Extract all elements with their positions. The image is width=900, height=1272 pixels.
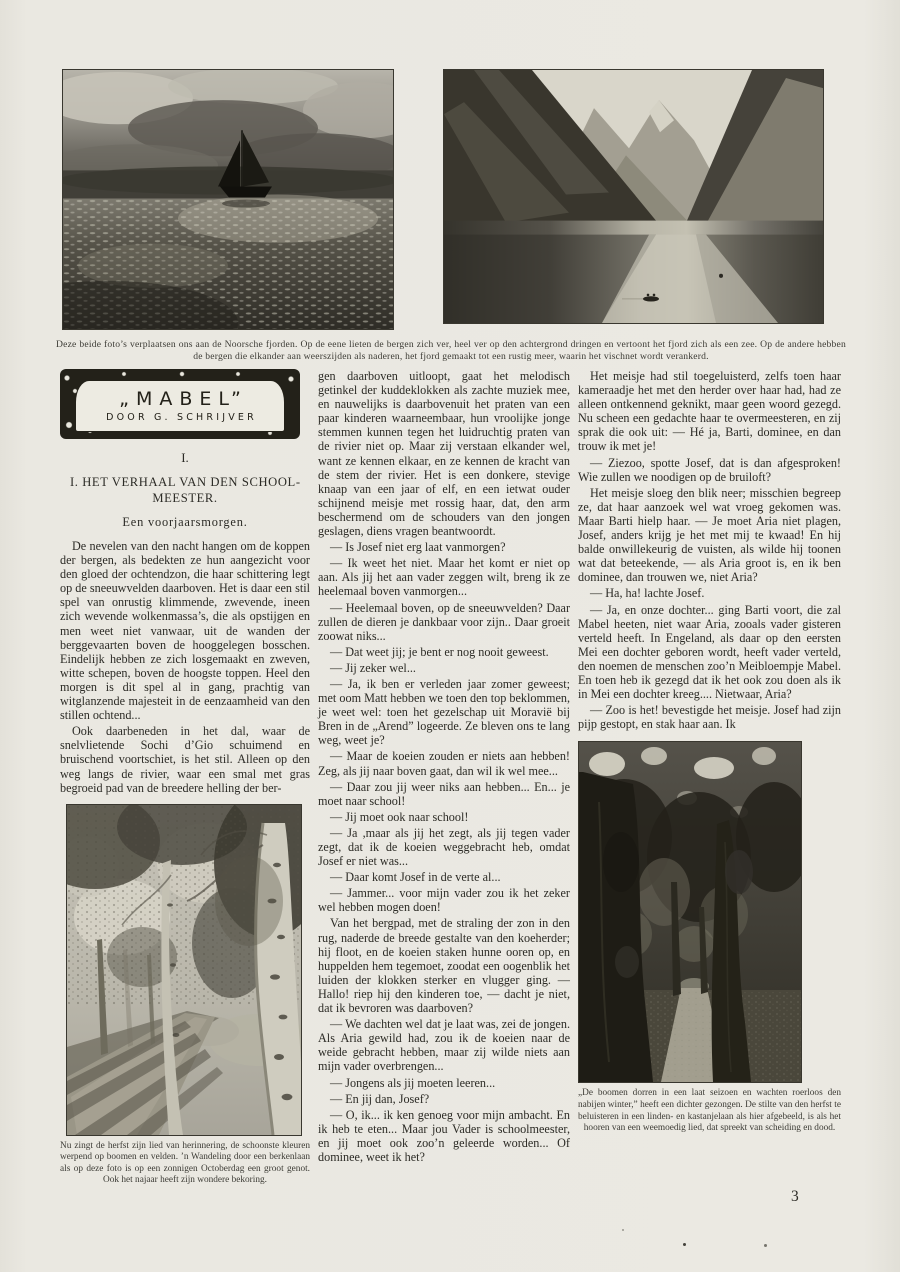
article-masthead [60,369,300,439]
ink-speck [683,1243,686,1246]
ink-speck [764,1244,767,1247]
body-paragraph: — En jij dan, Josef? [330,1091,430,1106]
body-paragraph: — Heelemaal boven, op de sneeuwvelden? Daar zullen de dieren je dankbaar voor zijn.. Daar groeit zoowat niks... [318,600,570,643]
body-paragraph: — Is Josef niet erg laat vanmorgen? [330,540,506,555]
body-paragraph: gen daarboven uitloopt, gaat het melodisch getinkel der kuddeklokken als zachte muziek mee, en nauwelijks is daarbovenuit het praten van een paar kinderen waarneembaar, hun vroolijke jonge stemmen kunnen tegen het luidruchtig praten van de rivier niet op. Maar zij verstaan elkander wel, want ze kennen elkaar, en ze kennen de kracht van de stem der rivier. Het is een donkere, stevige knaap van een jaar of elf, en een ietwat ouder schijnend meisje met rossig haar, dat, den arm beschermend om de schouders van den jongen geslagen, diens vragen beantwoordt. [318,369,570,539]
photo-birch-lane [66,804,302,1136]
body-paragraph: — O, ik... ik ken genoeg voor mijn ambacht. En ik heb te eten... Maar jou Vader is schoolmeester, en jij moet ook zoo’n geleerde worden... Of dominee, weet ik het? [318,1107,570,1164]
page-number: 3 [791,1188,799,1205]
body-paragraph: — Daar komt Josef in de verte al... [330,870,501,885]
chapter-heading: I. HET VERHAAL VAN DEN SCHOOLMEESTER. [69,475,301,505]
text-column-2 [318,369,570,1166]
ink-speck [622,1229,624,1231]
body-paragraph: — Ja, en onze dochter... ging Barti voort, die zal Mabel heeten, niet waar Aria, zooals vader gisteren verteld heeft. In Engeland, als daar op den eersten Mei een dochter geboren wordt, heeft vader verteld, den noemen de menschen zoo’n Meibloempje Mabel. En toen heb ik gezegd dat ik het ook zou doen als ik in Mei een dochter kreeg.... Nietwaar, Aria? [578,602,841,702]
photo-linden-lane [578,741,802,1083]
body-paragraph: — Jongens als jij moeten leeren... [330,1075,496,1090]
masthead-panel [75,380,285,432]
body-paragraph: — Zoo is het! bevestigde het meisje. Josef had zijn pijp gestopt, en stak haar aan. Ik [578,703,841,732]
photo-sea-with-sailboat [62,69,394,330]
chapter-numeral: I. [181,450,189,465]
body-paragraph: — Jij zeker wel... [330,660,416,675]
text-column-3 [578,369,841,1135]
linden-lane-illustration [579,742,801,1082]
body-paragraph: — Jammer... voor mijn vader zou ik het zeker wel hebben mogen doen! [318,886,570,915]
body-paragraph: Het meisje sloeg den blik neer; misschien begreep ze, dat haar aanzoek wel wat vroeg gekomen was. Maar Barti hielp haar. — Je moet Aria niet plagen, Josef, anders krijg je het met mij te kwaad! En hij balde onwillekeurig de vuisten, als wilde hij toonen wat dat beteekende, — als Aria groot is, en ik ben dominee, dan trouwen we, niet Aria? [578,485,841,585]
body-paragraph: — Ha, ha! lachte Josef. [590,586,705,601]
body-paragraph: — Maar de koeien zouden er niets aan hebben! Zeg, als jij naar boven gaat, dan wil ik wel mee... [318,749,570,778]
top-photos-caption: Deze beide foto’s verplaatsen ons aan de Noorsche fjorden. Op de eene lieten de bergen zich ver, heel ver op den achtergrond dringen en vertoont het fjord zich als een zee. Op de andere hebben de bergen die elkander aan weerszijden als naderen, het fjord gemaakt tot een rustig meer, waarin het vischnet wordt verankerd. [56,339,846,362]
body-paragraph: — We dachten wel dat je laat was, zei de jongen. Als Aria gewild had, zou ik de koeien naar de weide gebracht hebben, maar zij wilde niets aan mijn vader overbrengen... [318,1017,570,1074]
body-paragraph: Van het bergpad, met de straling der zon in den rug, naderde de breede gestalte van den koeherder; hij floot, en de koeien staken hunne ooren op, en huppelden hem tegemoet, zoodat een oogenblik het luiden der klokken sterker en vlugger ging. — Hallo! riep hij den kinderen toe, — dacht je niet, dat ik bevroren was daarboven? [318,916,570,1016]
body-paragraph: — Ziezoo, spotte Josef, dat is dan afgesproken! Wie zullen we noodigen op de bruiloft? [578,455,841,484]
section-subheading: Een voorjaarsmorgen. [122,515,248,529]
body-paragraph: De nevelen van den nacht hangen om de koppen der bergen, als bedekten ze hun aangezicht voor den gloed der ochtendzon, die haar schittering legt op de sneeuwvelden daarboven. Het is daar een stil spel van onrustig klimmende, zwevende, ineen zich wevende wolkenmassa’s, die als opstijgen en men weet niet vanwaar, uit de wanden der berggevaarten boven de hooggelegen bosschen. Eindelijk hebben ze zich losgemaakt en zweven, witte schepen, boven de hoogste toppen. Heel den morgen is dit spel al in gang, prachtig van witglanzende majesteit in de eenzaamheid van den stillen ochtend... [60,539,310,723]
body-paragraph: — Ja ,maar als jij het zegt, als jij tegen vader zegt, dat ik de koeien weggebracht heb, omdat Josef er niet was... [318,825,570,869]
body-paragraph: — Jij moet ook naar school! [330,809,469,824]
body-paragraph: — Ik weet het niet. Maar het komt er niet op aan. Als jij het aan vader zeggen wilt, breng ik ze heelemaal boven vanmorgen... [318,556,570,599]
linden-photo-caption: „De boomen dorren in een laat seizoen en wachten roerloos den nabijen winter,” heeft een dichter gezongen. De stilte van den herfst te beluisteren in een linden- en kastanjelaan als hier afgebeeld, is als het hooren van een weemoedig lied, dat spreekt van scheiding en dood. [578,1088,841,1134]
article-title: „MABEL” [119,388,248,410]
body-paragraph: — Dat weet jij; je bent er nog nooit geweest. [330,644,549,659]
body-paragraph: Het meisje had stil toegeluisterd, zelfs toen haar kameraadje het met den herder over haar had, had ze alleen ontkennend geknikt, maar geen woord gezegd. Nu scheen een gedachte haar te overmeesteren, en zij sprak die ook uit: — Hé ja, Barti, dominee, en dan trouw ik met je! [578,369,841,454]
birch-lane-illustration [67,805,301,1135]
body-paragraph: — Ja, ik ben er verleden jaar zomer geweest; met oom Matt hebben we toen den top beklommen, je weet wel: toen het gezelschap uit Moravië bij Bren in de „Arend” logeerde. Ze bleven ons te lang weg, weet je? [318,676,570,748]
article-byline: DOOR G. SCHRIJVER [106,412,257,423]
body-paragraph: Ook daarbeneden in het dal, waar de snelvlietende Sochi d’Gio schuimend en bruischend voortschiet, is het stil. Alleen op den weg langs de rivier, waar een smal met gras begroeid pad van de breedere helling der ber- [60,724,310,795]
body-paragraph: — Daar zou jij weer niks aan hebben... En... je moet naar school! [318,779,570,808]
photo-fjord-mountains-rowboat [443,69,824,324]
fjord-illustration [444,70,823,323]
birch-photo-caption: Nu zingt de herfst zijn lied van herinnering, de schoonste kleuren werpend op boomen en velden. ’n Wandeling door een berkenlaan als op deze foto is op een zonnigen Octoberdag een groot genot. Ook het najaar heeft zijn wondere bekoring. [60,1140,310,1186]
text-column-1 [60,369,310,1187]
sea-sailboat-illustration [63,70,393,329]
